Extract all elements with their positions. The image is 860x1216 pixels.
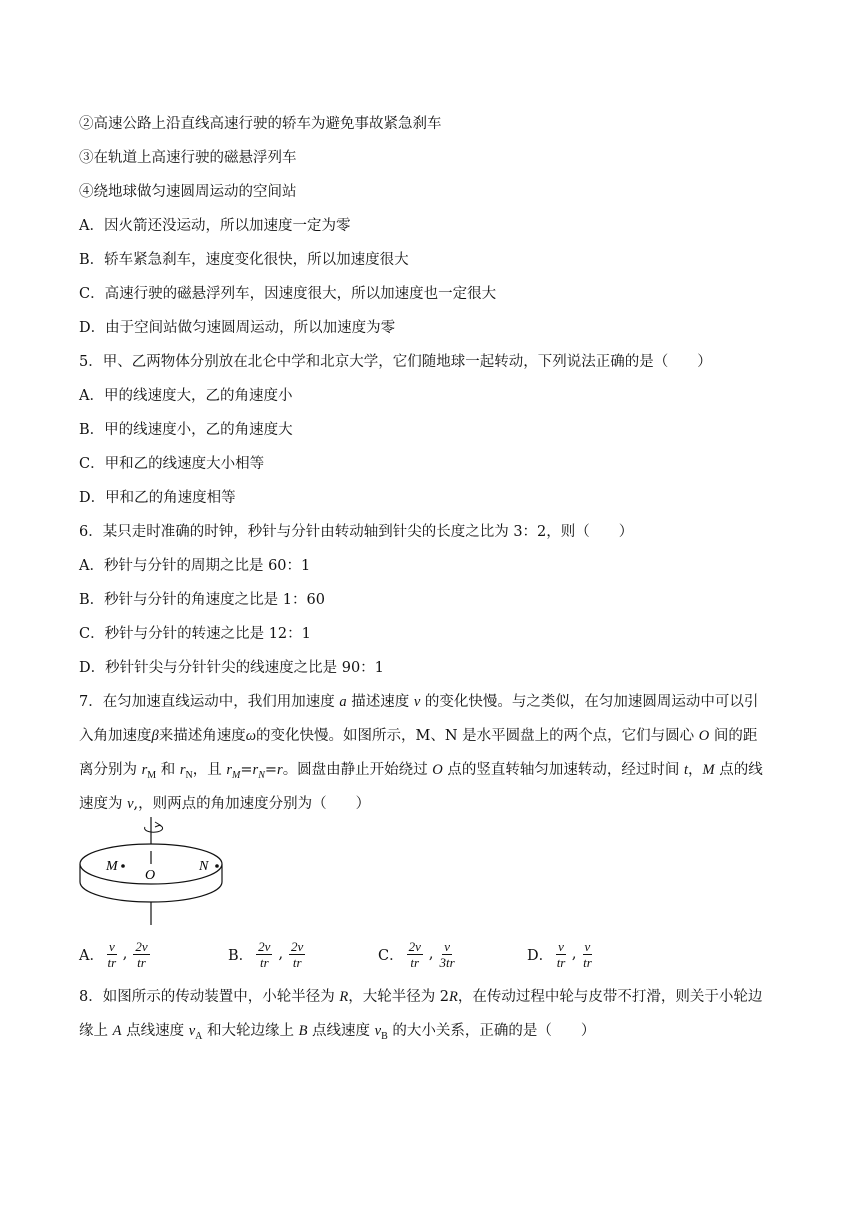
q6-option-c: C．秒针与分针的转速之比是 12：1 (79, 626, 311, 642)
q7-stem-line-2: 入角加速度β来描述角速度ω的变化快慢。如图所示，M、N 是水平圆盘上的两个点，它们与圆心 O 间的距 (79, 728, 758, 744)
q7-option-b: B． $\frac{2v}{tr}$ , $\frac{2v}{tr}$ (228, 938, 304, 970)
q7-stem-line-3: 离分别为 $r_M$ 和 $r_N$，且 $r_M=r_N=r$。圆盘由静止开始绕过 O 点的竖直转轴匀加速转动，经过时间 t，M 点的线 (79, 762, 763, 781)
rotating-disc-diagram (77, 815, 237, 927)
label-o: O (145, 868, 156, 883)
q7-option-a: A． $\frac{v}{tr}$ , $\frac{2v}{tr}$ (79, 938, 148, 970)
q4-option-c: C．高速行驶的磁悬浮列车，因速度很大，所以加速度也一定很大 (79, 286, 497, 302)
statement-4: ④绕地球做匀速圆周运动的空间站 (79, 184, 297, 200)
q7-stem-line-4: 速度为 v,，则两点的角加速度分别为（ ） (79, 796, 371, 812)
q4-option-d: D．由于空间站做匀速圆周运动，所以加速度为零 (79, 320, 396, 336)
q8-stem-line-1: 8．如图所示的传动装置中，小轮半径为 R，大轮半径为 2R，在传动过程中轮与皮带不打滑，则关于小轮边 (79, 989, 763, 1005)
q6-option-a: A．秒针与分针的周期之比是 60：1 (79, 558, 311, 574)
q6-option-d: D．秒针针尖与分针针尖的线速度之比是 90：1 (79, 660, 384, 676)
q4-option-a: A．因火箭还没运动，所以加速度一定为零 (79, 218, 351, 234)
q5-option-c: C．甲和乙的线速度大小相等 (79, 456, 265, 472)
q8-stem-line-2: 缘上 A 点线速度 $v_A$ 和大轮边缘上 B 点线速度 $v_B$ 的大小关系，正确的是（ ） (79, 1023, 596, 1042)
label-m: M (106, 859, 118, 874)
q5-option-a: A．甲的线速度大，乙的角速度小 (79, 388, 293, 404)
q7-stem-line-1: 7．在匀加速直线运动中，我们用加速度 a 描述速度 v 的变化快慢。与之类似，在匀加速圆周运动中可以引 (79, 694, 759, 710)
statement-2: ②高速公路上沿直线高速行驶的轿车为避免事故紧急刹车 (79, 116, 442, 132)
statement-3: ③在轨道上高速行驶的磁悬浮列车 (79, 150, 297, 166)
q5-option-d: D．甲和乙的角速度相等 (79, 490, 236, 506)
q7-option-c: C． $\frac{2v}{tr}$ , $\frac{v}{3tr}$ (378, 938, 455, 970)
q7-option-d: D． $\frac{v}{tr}$ , $\frac{v}{tr}$ (527, 938, 592, 970)
q5-stem: 5．甲、乙两物体分别放在北仑中学和北京大学，它们随地球一起转动，下列说法正确的是（ ） (79, 354, 712, 370)
q6-option-b: B．秒针与分针的角速度之比是 1：60 (79, 592, 325, 608)
q5-option-b: B．甲的线速度小，乙的角速度大 (79, 422, 293, 438)
rotating-disc-figure (77, 815, 237, 927)
label-n: N (199, 859, 209, 874)
q6-stem: 6．某只走时准确的时钟，秒针与分针由转动轴到针尖的长度之比为 3：2，则（ ） (79, 524, 634, 540)
q4-option-b: B．轿车紧急刹车，速度变化很快，所以加速度很大 (79, 252, 409, 268)
